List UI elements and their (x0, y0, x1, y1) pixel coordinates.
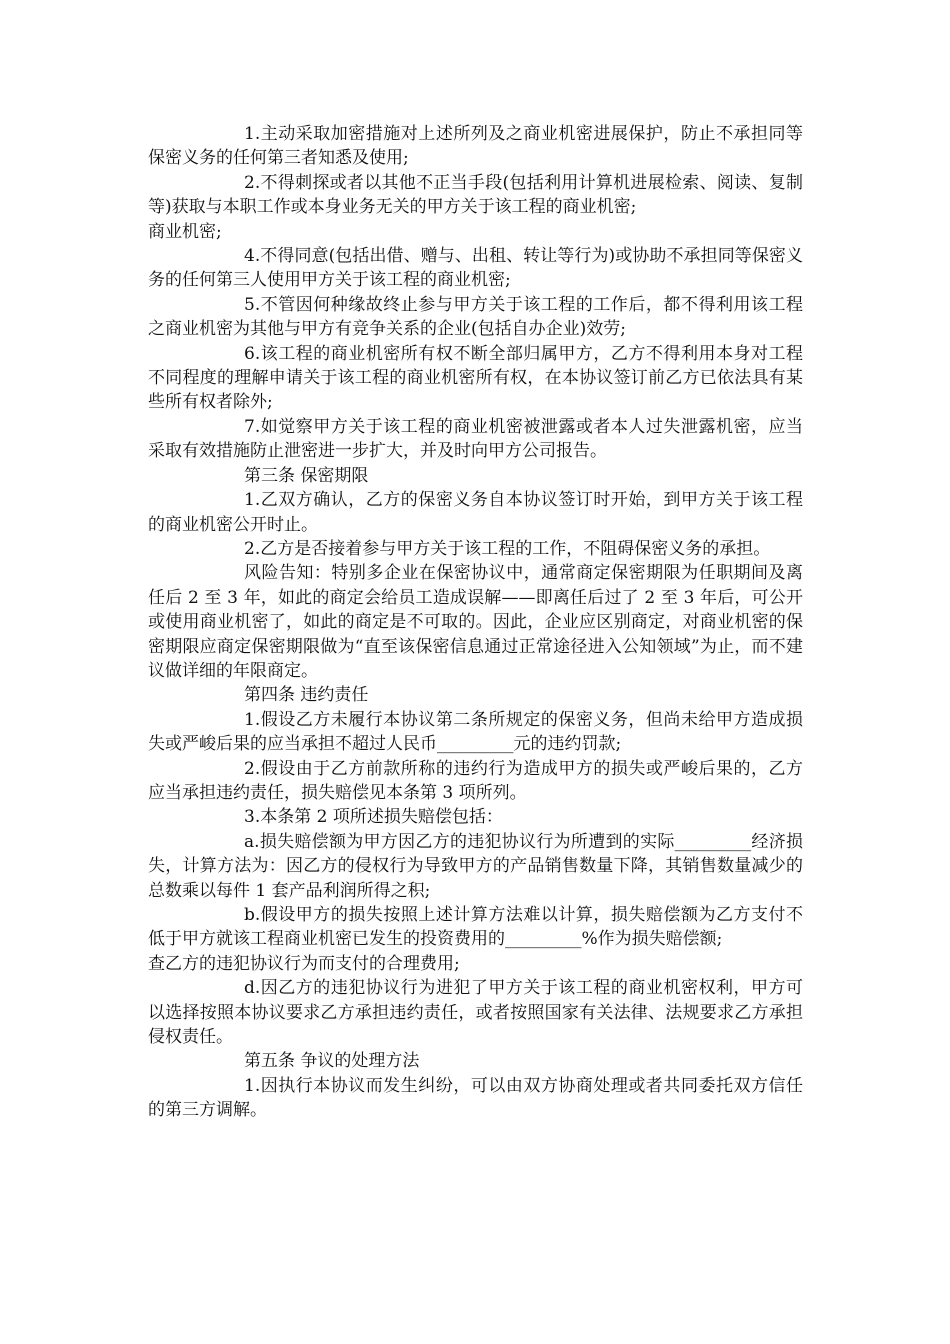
paragraph-10: 2.乙方是否接着参与甲方关于该工程的工作，不阻碍保密义务的承担。 (244, 538, 771, 559)
paragraph-6: 6.该工程的商业机密所有权不断全部归属甲方，乙方不得利用本身对工程不同程度的理解申请关于该工程的商业机密所有权，在本协议签订前乙方已依法具有某些所有权者除外; (148, 343, 803, 413)
section-heading-5: 第五条 争议的处理方法 (244, 1051, 420, 1072)
paragraph-16: a.损失赔偿额为甲方因乙方的违犯协议行为所遭到的实际_________经济损失，计算方法为：因乙方的侵权行为导致甲方的产品销售数量下降，其销售数量减少的总数乘以每件 1 套产品利润所得之积; (148, 831, 803, 901)
section-heading-3: 第三条 保密期限 (244, 465, 369, 486)
document-body (148, 122, 803, 1123)
paragraph-21: 1.因执行本协议而发生纠纷，可以由双方协商处理或者共同委托双方信任的第三方调解。 (148, 1075, 803, 1121)
risk-notice-paragraph: 风险告知：特别多企业在保密协议中，通常商定保密期限为任职期间及离任后 2 至 3 年，如此的商定会给员工造成误解——即离任后过了 2 至 3 年后，可公开或使用商业机密了，如此的商定是不可取的。因此，企业应区别商定，对商业机密的保密期限应商定保密期限做为“直至该保密信息通过正常途径进入公知领域”为止，而不建议做详细的年限商定。 (148, 563, 803, 681)
paragraph-1: 1.主动采取加密措施对上述所列及之商业机密进展保护，防止不承担同等保密义务的任何第三者知悉及使用; (148, 124, 803, 169)
paragraph-5: 5.不管因何种缘故终止参与甲方关于该工程的工作后，都不得利用该工程之商业机密为其他与甲方有竞争关系的企业(包括自办企业)效劳; (148, 294, 803, 340)
paragraph-7: 7.如觉察甲方关于该工程的商业机密被泄露或者本人过失泄露机密，应当采取有效措施防止泄密进一步扩大，并及时向甲方公司报告。 (148, 416, 803, 462)
section-heading-4: 第四条 违约责任 (244, 685, 369, 706)
paragraph-15: 3.本条第 2 项所述损失赔偿包括： (244, 807, 503, 828)
paragraph-9: 1.乙双方确认，乙方的保密义务自本协议签订时开始，到甲方关于该工程的商业机密公开时止。 (148, 490, 803, 535)
paragraph-19: d.因乙方的违犯协议行为进犯了甲方关于该工程的商业机密权利，甲方可以选择按照本协议要求乙方承担违约责任，或者按照国家有关法律、法规要求乙方承担侵权责任。 (148, 978, 803, 1048)
paragraph-17: b.假设甲方的损失按照上述计算方法难以计算，损失赔偿额为乙方支付不低于甲方就该工程商业机密已发生的投资费用的_________%作为损失赔偿额; (148, 905, 803, 950)
paragraph-13: 1.假设乙方未履行本协议第二条所规定的保密义务，但尚未给甲方造成损失或严峻后果的应当承担不超过人民币_________元的违约罚款; (148, 709, 803, 755)
paragraph-14: 2.假设由于乙方前款所称的违约行为造成甲方的损失或严峻后果的，乙方应当承担违约责任，损失赔偿见本条第 3 项所列。 (148, 758, 803, 803)
paragraph-2: 2.不得刺探或者以其他不正当手段(包括利用计算机进展检索、阅读、复制等)获取与本职工作或本身业务无关的甲方关于该工程的商业机密; (148, 172, 803, 218)
paragraph-3: 商业机密; (148, 221, 222, 242)
paragraph-18: 查乙方的违犯协议行为而支付的合理费用; (148, 953, 460, 974)
paragraph-4: 4.不得同意(包括出借、赠与、出租、转让等行为)或协助不承担同等保密义务的任何第三人使用甲方关于该工程的商业机密; (148, 246, 803, 291)
